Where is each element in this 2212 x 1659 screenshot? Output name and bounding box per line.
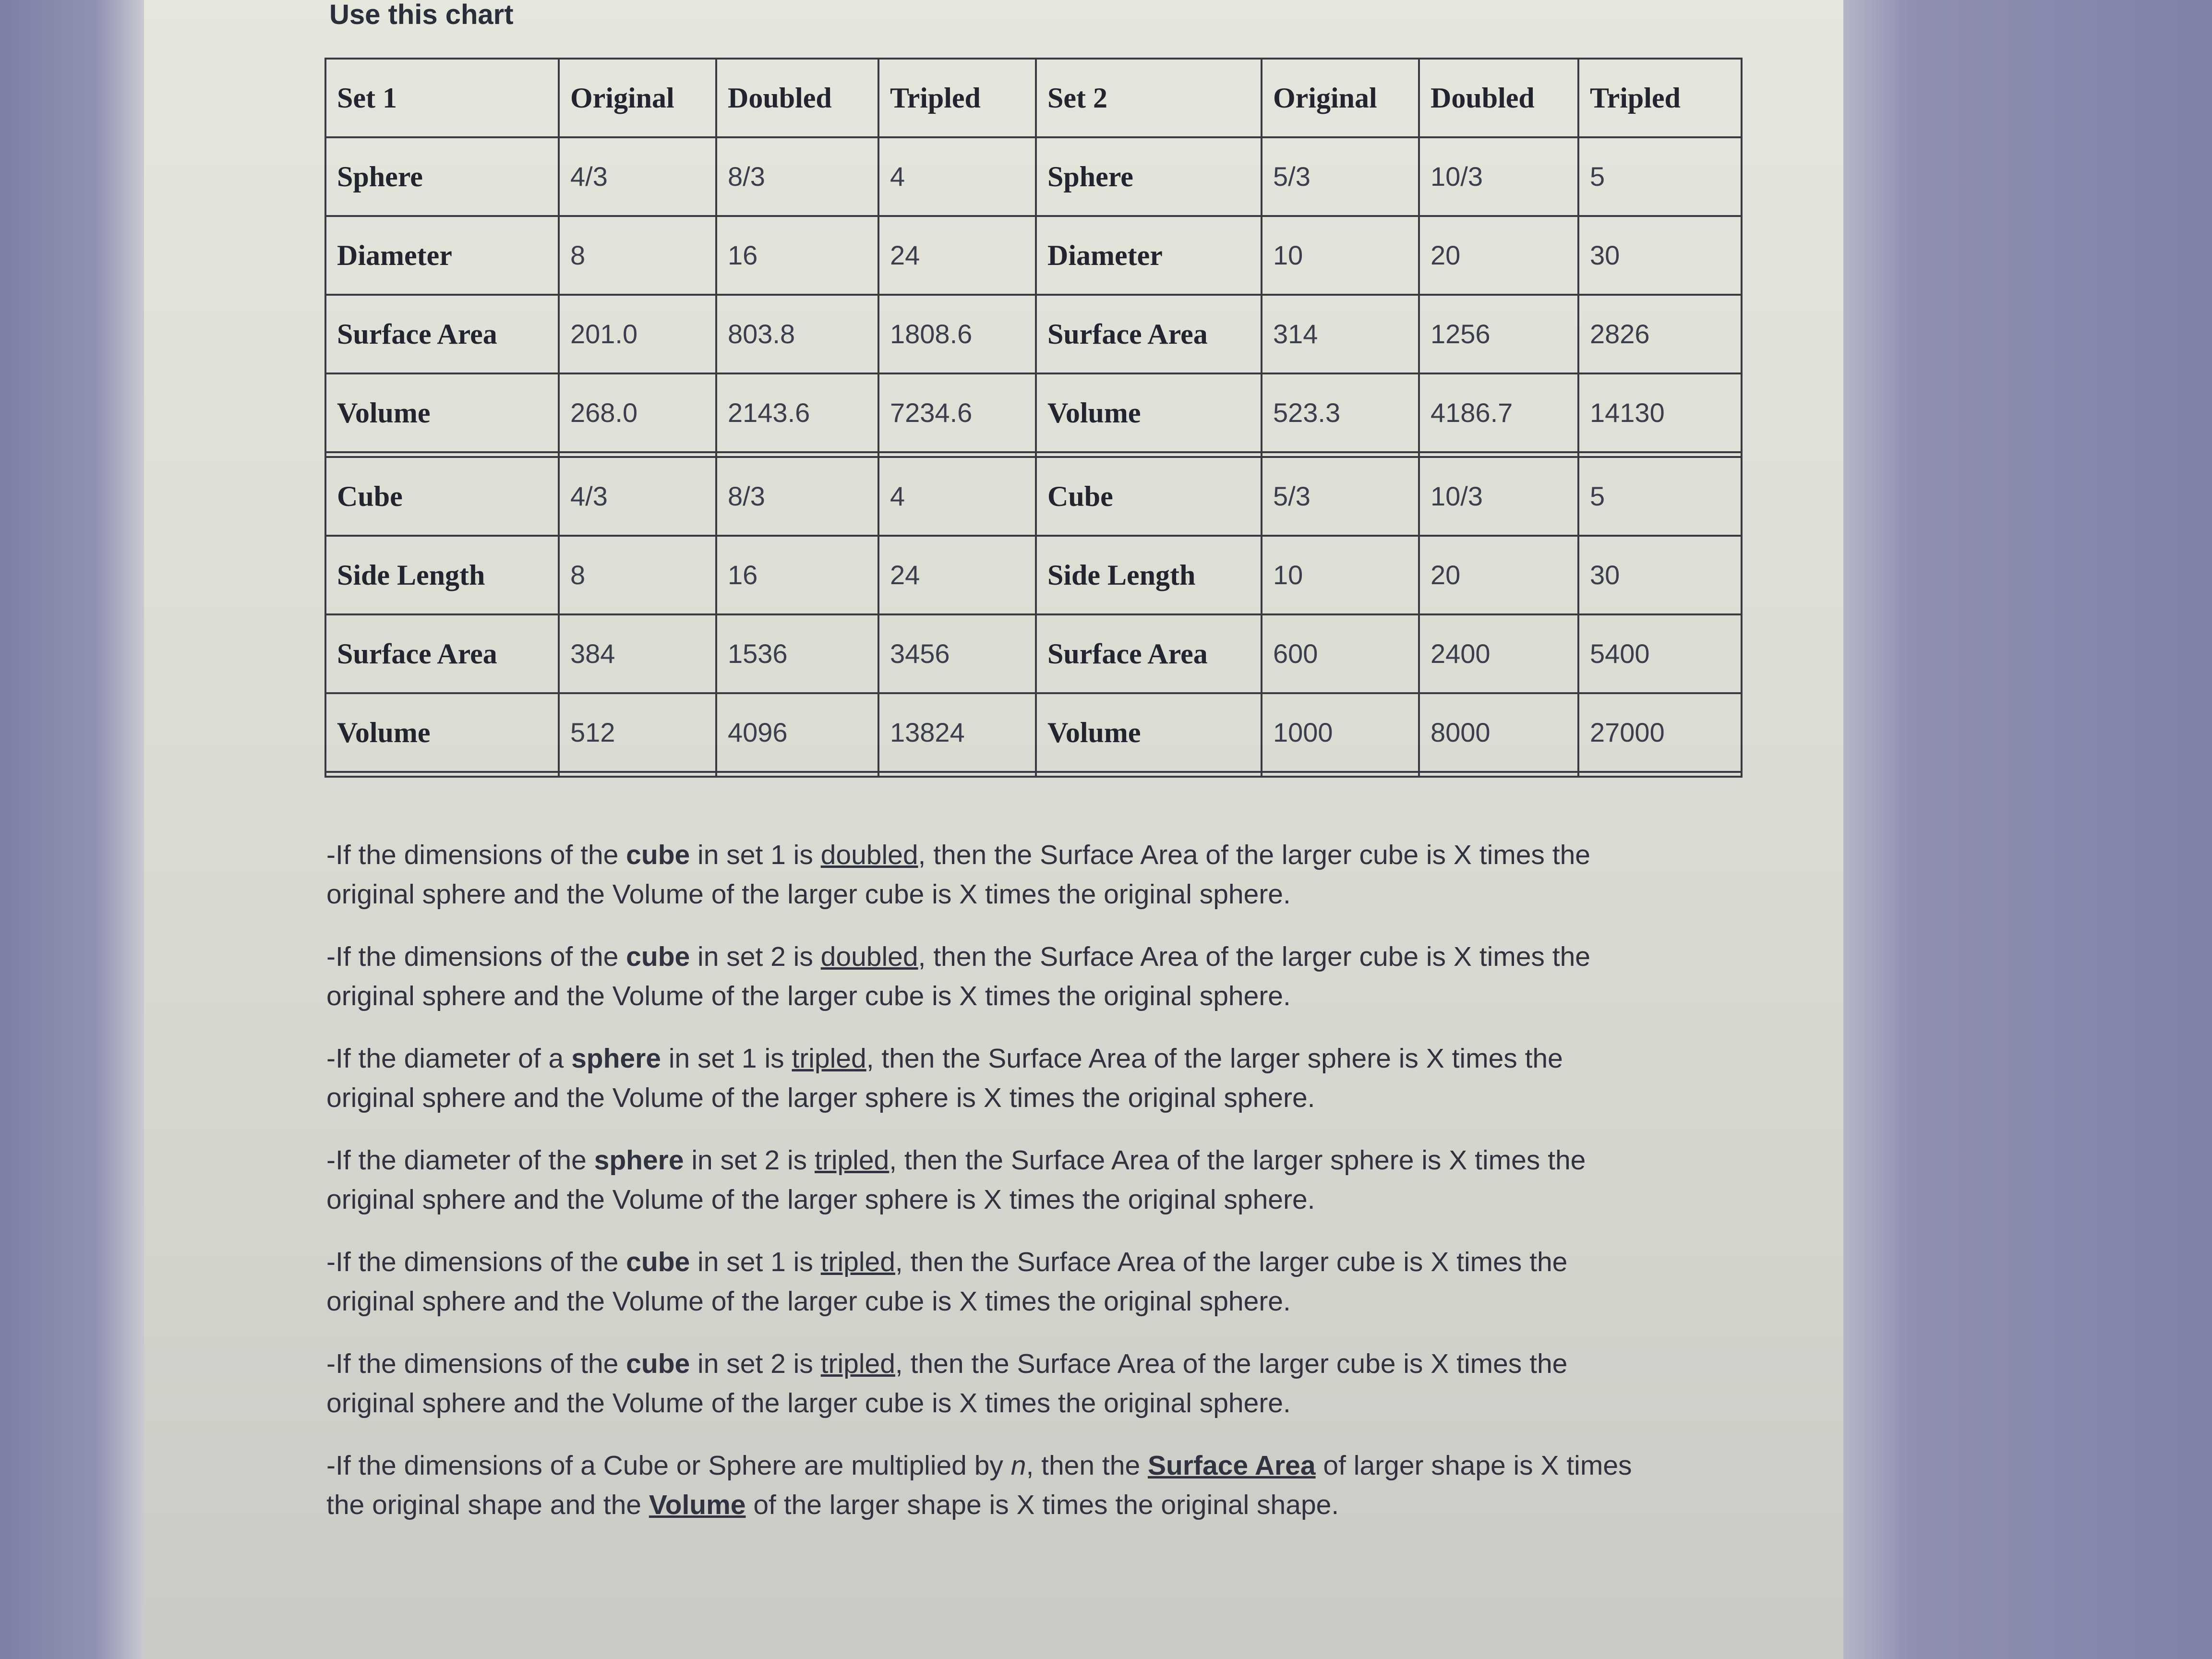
value-cell: 10/3 [1419,137,1578,216]
row-label-cell [325,772,559,777]
value-cell: 4096 [716,693,878,772]
value-cell: 5/3 [1262,457,1419,536]
question-text: , then the Surface Area of the larger cube is X times the original sphere and the Volume of the larger cube is X times the original sphere. [326,840,1590,910]
table-row [325,457,1742,536]
question-text: , then the Surface Area of the larger sphere is X times the original sphere and the Volume of the larger sphere is X times the original sphere. [326,1043,1563,1113]
shape-term: cube [626,1348,690,1379]
value-cell: 20 [1419,216,1578,295]
question-item [326,1039,1632,1118]
value-cell: 4/3 [559,137,716,216]
row-label-cell [1036,452,1262,457]
question-item-general [326,1446,1632,1525]
question-item [326,1141,1632,1219]
row-label-cell: Volume [1036,693,1262,772]
value-cell: 16 [716,536,878,614]
scale-term: tripled [820,1247,895,1277]
value-cell: 5/3 [1262,137,1419,216]
value-cell: 600 [1262,614,1419,693]
value-cell [1419,452,1578,457]
value-cell: 16 [716,216,878,295]
question-text: in set 1 is [661,1043,792,1074]
value-cell: 5400 [1578,614,1742,693]
page-title: Use this chart [329,0,514,30]
column-header: Doubled [716,59,878,137]
table-row [325,772,1742,777]
column-header: Tripled [1578,59,1742,137]
value-cell: 268.0 [559,373,716,452]
value-cell: 8 [559,536,716,614]
value-cell: 1000 [1262,693,1419,772]
shape-term: cube [626,840,690,870]
value-cell: 314 [1262,295,1419,373]
variable-n: n [1010,1450,1026,1481]
value-cell [1419,772,1578,777]
data-table [325,58,1743,778]
surface-area-term: Surface Area [1148,1450,1316,1481]
question-text: -If the dimensions of the [326,1348,626,1379]
value-cell [559,452,716,457]
column-header: Original [1262,59,1419,137]
row-label-cell: Side Length [1036,536,1262,614]
value-cell: 523.3 [1262,373,1419,452]
row-label-cell: Diameter [1036,216,1262,295]
row-label-cell: Volume [325,373,559,452]
row-label-cell: Volume [325,693,559,772]
value-cell [716,452,878,457]
value-cell: 7234.6 [878,373,1036,452]
table-header-row [325,59,1742,137]
row-label-cell: Cube [1036,457,1262,536]
question-text: -If the dimensions of the [326,1247,626,1277]
table-row [325,216,1742,295]
value-cell: 1536 [716,614,878,693]
value-cell [559,772,716,777]
shape-term: sphere [594,1145,684,1176]
scale-term: tripled [792,1043,866,1074]
value-cell: 4/3 [559,457,716,536]
value-cell: 20 [1419,536,1578,614]
row-label-cell: Diameter [325,216,559,295]
value-cell [716,772,878,777]
value-cell: 14130 [1578,373,1742,452]
scale-term: doubled [820,840,918,870]
question-text: -If the dimensions of the [326,941,626,972]
value-cell: 2143.6 [716,373,878,452]
row-label-cell: Surface Area [1036,295,1262,373]
value-cell: 24 [878,536,1036,614]
row-label-cell: Volume [1036,373,1262,452]
question-text: in set 2 is [684,1145,815,1176]
value-cell: 2826 [1578,295,1742,373]
value-cell: 8/3 [716,457,878,536]
row-label-cell [325,452,559,457]
table-row [325,295,1742,373]
row-label-cell: Sphere [1036,137,1262,216]
value-cell: 8 [559,216,716,295]
question-text: , then the Surface Area of the larger cube is X times the original sphere and the Volume of the larger cube is X times the original sphere. [326,1348,1568,1419]
value-cell: 201.0 [559,295,716,373]
question-text: , then the Surface Area of the larger cube is X times the original sphere and the Volume of the larger cube is X times the original sphere. [326,1247,1568,1317]
shape-term: cube [626,1247,690,1277]
question-text: in set 1 is [690,840,821,870]
value-cell [1578,452,1742,457]
value-cell: 10/3 [1419,457,1578,536]
question-item [326,937,1632,1016]
row-label-cell: Surface Area [325,295,559,373]
question-text: , then the [1026,1450,1148,1481]
volume-term: Volume [649,1490,746,1520]
question-text: in set 2 is [690,941,821,972]
question-text: -If the diameter of a [326,1043,572,1074]
value-cell [1262,452,1419,457]
value-cell: 4186.7 [1419,373,1578,452]
value-cell: 13824 [878,693,1036,772]
value-cell: 8/3 [716,137,878,216]
column-header: Set 1 [325,59,559,137]
value-cell: 1256 [1419,295,1578,373]
value-cell: 10 [1262,536,1419,614]
value-cell [1578,772,1742,777]
question-text: , then the Surface Area of the larger cube is X times the original sphere and the Volume of the larger cube is X times the original sphere. [326,941,1590,1011]
value-cell: 24 [878,216,1036,295]
row-label-cell [1036,772,1262,777]
row-label-cell: Surface Area [325,614,559,693]
value-cell: 8000 [1419,693,1578,772]
value-cell: 384 [559,614,716,693]
shape-term: sphere [571,1043,661,1074]
table-row [325,693,1742,772]
table-row [325,373,1742,452]
question-text: -If the dimensions of a Cube or Sphere are multiplied by [326,1450,1011,1481]
value-cell: 5 [1578,137,1742,216]
question-item [326,835,1632,914]
value-cell: 10 [1262,216,1419,295]
table-row [325,614,1742,693]
question-item [326,1344,1632,1423]
value-cell: 512 [559,693,716,772]
value-cell: 1808.6 [878,295,1036,373]
row-label-cell: Side Length [325,536,559,614]
value-cell: 27000 [1578,693,1742,772]
question-text: -If the dimensions of the [326,840,626,870]
row-label-cell: Sphere [325,137,559,216]
question-text: of larger shape is X times the original shape and the [326,1450,1632,1520]
column-header: Set 2 [1036,59,1262,137]
shape-term: cube [626,941,690,972]
value-cell: 5 [1578,457,1742,536]
scale-term: tripled [815,1145,890,1176]
column-header: Doubled [1419,59,1578,137]
question-list [326,835,1632,1548]
value-cell: 4 [878,137,1036,216]
question-item [326,1242,1632,1321]
scale-term: tripled [820,1348,895,1379]
row-label-cell: Cube [325,457,559,536]
value-cell [878,772,1036,777]
value-cell: 2400 [1419,614,1578,693]
table-row [325,137,1742,216]
question-text: of the larger shape is X times the original shape. [745,1490,1339,1520]
question-text: , then the Surface Area of the larger sphere is X times the original sphere and the Volume of the larger sphere is X times the original sphere. [326,1145,1586,1215]
value-cell: 3456 [878,614,1036,693]
scale-term: doubled [820,941,918,972]
question-text: in set 2 is [690,1348,821,1379]
value-cell: 30 [1578,536,1742,614]
question-text: -If the diameter of the [326,1145,594,1176]
table-row [325,536,1742,614]
question-text: in set 1 is [690,1247,821,1277]
value-cell: 803.8 [716,295,878,373]
column-header: Original [559,59,716,137]
value-cell [878,452,1036,457]
column-header: Tripled [878,59,1036,137]
value-cell: 4 [878,457,1036,536]
value-cell [1262,772,1419,777]
value-cell: 30 [1578,216,1742,295]
row-label-cell: Surface Area [1036,614,1262,693]
table-row [325,452,1742,457]
